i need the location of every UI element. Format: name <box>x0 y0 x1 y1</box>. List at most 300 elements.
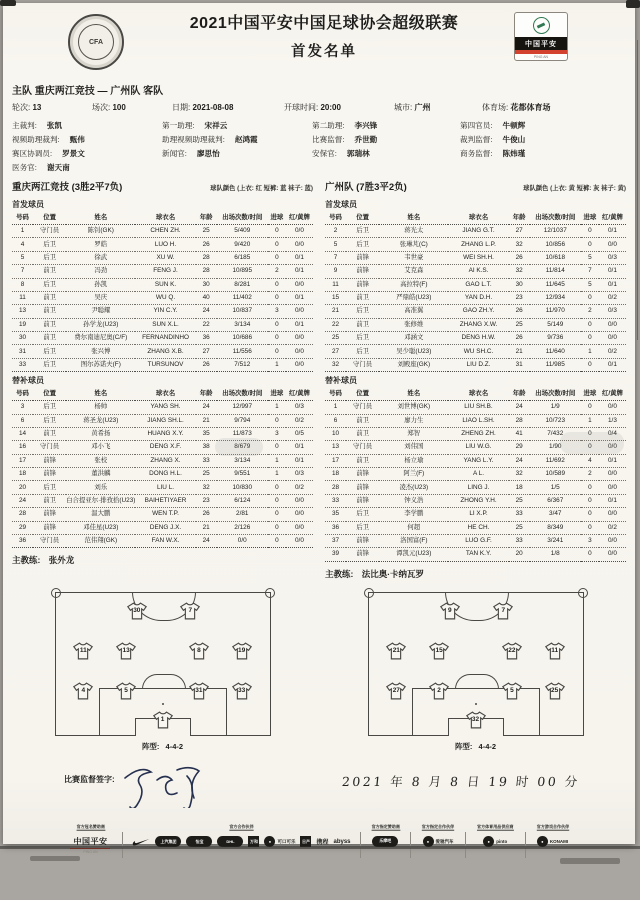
home-formation-value: 4-4-2 <box>165 741 184 751</box>
player-cell: ZHANG X.B. <box>135 345 195 358</box>
player-cell: 25 <box>509 494 530 507</box>
player-cell: 0 <box>268 494 286 507</box>
signature-row <box>12 762 626 806</box>
player-cell: 0/3 <box>599 305 626 318</box>
player-cell: 1 <box>268 454 286 467</box>
player-cell: 22 <box>325 318 346 331</box>
player-cell: 10/895 <box>217 265 268 278</box>
player-cell: 32 <box>325 358 346 371</box>
officials-column <box>312 119 460 175</box>
column-header: 红/黄牌 <box>599 212 626 225</box>
player-row <box>325 291 626 304</box>
competition-title: 2021中国平安中国足球协会超级联赛 <box>189 15 459 32</box>
dhl-logo: DHL <box>217 836 243 847</box>
official-role: 第二助理: <box>312 121 345 130</box>
player-cell: 后卫 <box>346 345 379 358</box>
player-cell: 0/0 <box>599 468 626 481</box>
player-shirt-icon <box>439 602 460 620</box>
sponsor-text: 可口可乐 <box>277 838 296 844</box>
player-cell: 11/402 <box>217 291 268 304</box>
subs-label: 替补球员 <box>12 376 44 386</box>
player-cell: BAIHETIYAER <box>135 494 195 507</box>
player-cell: LI X.P. <box>448 508 508 521</box>
player-cell: 25 <box>196 468 217 481</box>
player-cell: 5/409 <box>217 225 268 238</box>
player-row <box>325 414 626 427</box>
player-cell: 0/4 <box>599 427 626 440</box>
player-cell: 17 <box>325 454 346 467</box>
player-cell: 陈钊(GK) <box>66 225 135 238</box>
player-cell: 0/0 <box>286 508 313 521</box>
player-cell: 30 <box>509 278 530 291</box>
player-cell: FAN W.X. <box>135 534 195 547</box>
sponsor-group-label: 官方体育用品供应商 <box>477 823 514 829</box>
player-cell: 24 <box>196 534 217 547</box>
player-row <box>12 441 313 454</box>
player-cell: 1/90 <box>530 441 581 454</box>
player-cell: 0 <box>268 225 286 238</box>
player-cell: 前卫 <box>33 291 66 304</box>
player-cell: 0 <box>268 251 286 264</box>
player-row <box>12 454 313 467</box>
player-cell: 36 <box>325 521 346 534</box>
player-cell: 23 <box>509 291 530 304</box>
column-header: 年龄 <box>196 388 217 401</box>
player-cell: ZHANG X. <box>135 454 195 467</box>
player-cell: 前锋 <box>346 265 379 278</box>
player-cell: ZHENG ZH. <box>448 427 508 440</box>
player-row <box>12 278 313 291</box>
player-cell: 11/873 <box>217 427 268 440</box>
table-header-row <box>12 212 313 225</box>
column-header: 球衣名 <box>135 388 195 401</box>
sponsor-separator <box>360 832 361 858</box>
officials-column <box>162 119 312 175</box>
player-cell: 13 <box>325 441 346 454</box>
pingan-logo: 中国平安 PING AN <box>67 836 113 855</box>
player-row <box>325 481 626 494</box>
shirt-number: 21 <box>392 646 400 654</box>
player-row <box>12 251 313 264</box>
player-cell: 31 <box>12 345 33 358</box>
player-cell: 21 <box>325 305 346 318</box>
player-cell: 11/556 <box>217 345 268 358</box>
home-subs-table <box>12 388 313 548</box>
sponsor-separator <box>122 832 123 858</box>
player-cell: AI K.S. <box>448 265 508 278</box>
player-row <box>12 427 313 440</box>
match-info-item <box>12 102 92 113</box>
player-cell: ZHANG X.W. <box>448 318 508 331</box>
player-cell: 吴庆 <box>66 291 135 304</box>
player-shirt-icon <box>544 682 565 700</box>
player-cell: 范伟翔(GK) <box>66 534 135 547</box>
column-header: 红/黄牌 <box>286 388 313 401</box>
column-header: 姓名 <box>379 212 448 225</box>
player-cell: 杨立瑜 <box>379 454 448 467</box>
player-cell: 11/985 <box>530 358 581 371</box>
column-header: 出场次数/时间 <box>530 212 581 225</box>
pingan-header-logo <box>514 12 568 61</box>
player-cell: 26 <box>196 508 217 521</box>
player-cell: 0 <box>268 345 286 358</box>
player-cell: 0/3 <box>286 468 313 481</box>
player-cell: 10/589 <box>530 468 581 481</box>
player-cell: 3 <box>268 305 286 318</box>
player-cell: 0/1 <box>286 441 313 454</box>
player-cell: 0 <box>581 358 599 371</box>
player-cell: ZHONG Y.H. <box>448 494 508 507</box>
shirt-number: 31 <box>195 686 203 694</box>
player-cell: 前锋 <box>346 548 379 561</box>
vanward-logo: 万和 <box>248 836 259 847</box>
player-cell: 吴少聪(U23) <box>379 345 448 358</box>
player-cell: 41 <box>509 427 530 440</box>
home-starters-table <box>12 212 313 372</box>
player-cell: DENG X.F. <box>135 441 195 454</box>
player-cell: 0/0 <box>599 238 626 251</box>
player-cell: 0 <box>268 332 286 345</box>
player-cell: 5 <box>581 278 599 291</box>
player-cell: 33 <box>12 358 33 371</box>
player-cell: 36 <box>196 332 217 345</box>
player-cell: 27 <box>509 225 530 238</box>
player-cell: 10/856 <box>530 238 581 251</box>
player-cell: LIU D.Z. <box>448 358 508 371</box>
official-role: 赛区协调员: <box>12 149 53 158</box>
player-cell: FERNANDINHO <box>135 332 195 345</box>
match-supervisor-signature-label: 比赛监督签字: <box>64 774 115 784</box>
shirt-number: 11 <box>79 646 87 654</box>
info-label: 日期: <box>172 103 191 112</box>
player-shirt-icon <box>429 682 450 700</box>
player-cell: 0 <box>268 278 286 291</box>
corner-arc <box>364 588 374 598</box>
scanned-teamsheet-page <box>3 3 635 855</box>
shirt-number: 33 <box>238 686 246 694</box>
player-row <box>325 345 626 358</box>
column-header: 球衣名 <box>448 212 508 225</box>
info-value: 2021-08-08 <box>192 103 234 112</box>
player-cell: 30 <box>12 332 33 345</box>
player-cell: ZHANG L.P. <box>448 238 508 251</box>
column-header: 姓名 <box>66 212 135 225</box>
player-cell: WU SH.C. <box>448 345 508 358</box>
player-cell: 前锋 <box>33 454 66 467</box>
page-header <box>12 8 626 80</box>
pingan-badge-subtext: PING AN <box>533 55 549 59</box>
away-coach-name: 法比奥·卡纳瓦罗 <box>361 568 425 579</box>
player-shirt-icon <box>116 682 137 700</box>
player-cell: 0/0 <box>286 238 313 251</box>
player-cell: 28 <box>196 265 217 278</box>
player-cell: 3 <box>12 401 33 414</box>
player-row <box>12 521 313 534</box>
player-shirt-icon <box>501 682 522 700</box>
player-cell: 2/81 <box>217 508 268 521</box>
player-cell: A L. <box>448 468 508 481</box>
player-cell: 19 <box>12 318 33 331</box>
player-cell: WU Q. <box>135 291 195 304</box>
player-cell: 后卫 <box>33 238 66 251</box>
player-cell: 0/0 <box>286 534 313 547</box>
player-cell: 孙学龙(U23) <box>66 318 135 331</box>
player-row <box>325 494 626 507</box>
player-cell: 前卫 <box>346 427 379 440</box>
player-cell: 5 <box>581 251 599 264</box>
column-header: 红/黄牌 <box>286 212 313 225</box>
official-entry <box>460 147 626 161</box>
player-cell: 35 <box>325 508 346 521</box>
player-cell: 0/5 <box>286 427 313 440</box>
player-cell: 前锋 <box>346 278 379 291</box>
official-name: 甄伟 <box>69 135 85 144</box>
official-name: 张凯 <box>46 121 63 130</box>
player-cell: TAN K.Y. <box>448 548 508 561</box>
scan-artifact <box>626 0 640 8</box>
player-cell: 18 <box>509 481 530 494</box>
info-label: 轮次: <box>12 103 31 112</box>
player-cell: 15 <box>325 291 346 304</box>
player-cell: 前卫 <box>33 305 66 318</box>
shirt-number: 7 <box>188 607 193 615</box>
player-cell: 前卫 <box>33 318 66 331</box>
formation-label: 阵型: <box>141 741 160 751</box>
yibao-logo: 怡宝 <box>186 836 212 847</box>
player-cell: 8/679 <box>217 441 268 454</box>
player-cell: 13 <box>12 305 33 318</box>
player-cell: 12/934 <box>530 291 581 304</box>
player-cell: 10/686 <box>217 332 268 345</box>
player-cell: 钟义浩 <box>379 494 448 507</box>
player-cell: 冯劲 <box>66 265 135 278</box>
nissan-logo: 日产 <box>300 836 311 847</box>
player-cell: 0 <box>268 521 286 534</box>
corner-arc <box>51 588 61 598</box>
player-cell: 32 <box>509 238 530 251</box>
player-cell: DONG H.L. <box>135 468 195 481</box>
player-cell: 后卫 <box>33 358 66 371</box>
player-shirt-icon <box>386 642 407 660</box>
player-cell: 40 <box>196 291 217 304</box>
column-header: 进球 <box>268 212 286 225</box>
player-row <box>12 225 313 238</box>
official-entry <box>12 119 162 133</box>
info-value: 花都体育场 <box>510 103 551 112</box>
player-cell: YIN C.Y. <box>135 305 195 318</box>
player-cell: 0 <box>581 427 599 440</box>
player-cell: 0/2 <box>599 291 626 304</box>
shirt-number: 22 <box>508 646 516 654</box>
column-header: 进球 <box>581 212 599 225</box>
player-cell: 25 <box>196 225 217 238</box>
sponsor-group-label: 官方游戏合作伙伴 <box>536 823 569 829</box>
pingan-badge-text: 中国平安 <box>515 37 567 50</box>
player-cell: 0/0 <box>599 401 626 414</box>
player-cell: 0/1 <box>599 454 626 467</box>
shirt-number: 11 <box>551 646 559 654</box>
player-cell: 0 <box>268 414 286 427</box>
player-cell: 后卫 <box>346 521 379 534</box>
home-team-name: 重庆两江竞技 (3胜2平7负) <box>12 182 123 193</box>
player-shirt-icon <box>429 642 450 660</box>
player-cell: YANG SH. <box>135 401 195 414</box>
player-cell: 前卫 <box>33 332 66 345</box>
player-shirt-icon <box>493 602 514 620</box>
pinto-logo: ● pinto <box>483 836 507 848</box>
player-cell: CHEN ZH. <box>135 225 195 238</box>
player-cell: 9/420 <box>217 238 268 251</box>
home-team-colors: 球队颜色 (上衣: 红 短裤: 蓝 袜子: 蓝) <box>210 185 313 192</box>
player-cell: 37 <box>325 534 346 547</box>
player-cell: 24 <box>196 305 217 318</box>
player-cell: 凌杰(U23) <box>379 481 448 494</box>
cfa-badge-text: CFA <box>78 24 114 60</box>
scan-artifact <box>30 856 80 861</box>
player-cell: 18 <box>325 468 346 481</box>
player-shirt-icon <box>465 711 486 729</box>
home-formation-diagram <box>12 592 313 752</box>
player-cell: 1 <box>325 401 346 414</box>
player-cell: 10 <box>325 427 346 440</box>
player-shirt-icon <box>180 602 201 620</box>
info-label: 城市: <box>394 103 413 112</box>
player-cell: 21 <box>196 414 217 427</box>
player-cell: 20 <box>12 481 33 494</box>
player-cell: 0/2 <box>599 521 626 534</box>
player-cell: 9/551 <box>217 468 268 481</box>
player-row <box>12 508 313 521</box>
shirt-number: 1 <box>160 716 165 724</box>
player-cell: 艾克森 <box>379 265 448 278</box>
player-cell: 0 <box>268 291 286 304</box>
match-info-item <box>284 102 394 113</box>
player-cell: 0/0 <box>599 318 626 331</box>
shirt-number: 19 <box>238 646 246 654</box>
player-cell: 2 <box>325 225 346 238</box>
player-cell: 0 <box>581 238 599 251</box>
official-role: 新闻官: <box>162 149 187 158</box>
player-row <box>325 468 626 481</box>
away-pitch <box>368 592 584 736</box>
player-cell: 前锋 <box>346 494 379 507</box>
player-cell: 高拉特(F) <box>379 278 448 291</box>
official-name: 李兴锋 <box>354 121 378 130</box>
table-header-row <box>325 212 626 225</box>
player-cell: WEN T.P. <box>135 508 195 521</box>
player-cell: 11 <box>325 278 346 291</box>
player-row <box>325 251 626 264</box>
player-cell: 0 <box>581 494 599 507</box>
sponsor-group <box>132 824 350 848</box>
watermark <box>560 432 624 454</box>
player-cell: 27 <box>325 345 346 358</box>
official-name: 赵鸿霞 <box>234 135 258 144</box>
player-cell: 守门员 <box>33 534 66 547</box>
player-cell: 11 <box>12 291 33 304</box>
player-cell: 0/0 <box>599 332 626 345</box>
player-shirt-icon <box>126 602 147 620</box>
player-cell: 黄希扬 <box>66 427 135 440</box>
player-cell: 24 <box>12 494 33 507</box>
cfa-club-badge-icon <box>68 14 124 70</box>
player-cell: 22 <box>196 318 217 331</box>
pingan-leaf-icon <box>533 17 550 34</box>
player-cell: 前卫 <box>346 414 379 427</box>
player-cell: 10/830 <box>217 481 268 494</box>
shirt-number: 7 <box>501 607 506 615</box>
player-cell: 4 <box>581 454 599 467</box>
official-entry <box>312 119 460 133</box>
player-cell: 0 <box>581 441 599 454</box>
player-cell: 2 <box>581 305 599 318</box>
player-cell: 前锋 <box>33 508 66 521</box>
player-cell: 后卫 <box>33 251 66 264</box>
player-shirt-icon <box>386 682 407 700</box>
player-cell: 廖力生 <box>379 414 448 427</box>
player-cell: 邓涵文 <box>379 332 448 345</box>
player-shirt-icon <box>231 682 252 700</box>
player-cell: 0/1 <box>286 251 313 264</box>
player-shirt-icon <box>152 711 173 729</box>
info-label: 场次: <box>92 103 111 112</box>
column-header: 进球 <box>581 388 599 401</box>
handwritten-date: 2021 年 8 月 8 日 19 时 00 分 <box>341 773 581 789</box>
player-row <box>12 494 313 507</box>
player-cell: 张兴博 <box>66 345 135 358</box>
player-cell: GAO ZH.Y. <box>448 305 508 318</box>
player-cell: 0 <box>268 238 286 251</box>
official-name: 谢天南 <box>46 163 70 172</box>
sponsor-group-label: 官方指定合作伙伴 <box>421 823 455 829</box>
shirt-number: 15 <box>435 646 443 654</box>
coach-label: 主教练: <box>12 555 41 566</box>
player-cell: 0/1 <box>286 291 313 304</box>
match-info-item <box>394 102 482 113</box>
player-cell: 9/736 <box>530 332 581 345</box>
player-cell: 0/2 <box>599 345 626 358</box>
konami-logo: ● KONAMI <box>537 836 568 848</box>
column-header: 出场次数/时间 <box>217 388 268 401</box>
player-cell: 8 <box>12 278 33 291</box>
official-role: 主裁判: <box>12 121 37 130</box>
sponsor-text: pinto <box>496 839 508 845</box>
player-cell: 0/3 <box>286 401 313 414</box>
player-cell: 前卫 <box>33 494 66 507</box>
player-cell: 0/0 <box>599 481 626 494</box>
player-cell: 后卫 <box>346 305 379 318</box>
player-row <box>12 332 313 345</box>
sponsor-text: KONAMI <box>549 839 569 845</box>
player-cell: 20 <box>509 548 530 561</box>
player-cell: 蒋圣龙(U23) <box>66 414 135 427</box>
sponsor-group <box>475 824 516 848</box>
player-cell: 11/814 <box>530 265 581 278</box>
away-team-name: 广州队 (7胜3平2负) <box>325 182 407 193</box>
player-row <box>325 454 626 467</box>
ctrip-logo: 携程 <box>316 840 329 847</box>
shirt-number: 25 <box>551 686 559 694</box>
player-cell: 后卫 <box>346 332 379 345</box>
table-header-row <box>12 388 313 401</box>
shirt-number: 27 <box>392 686 400 694</box>
away-starters-table <box>325 212 626 372</box>
player-cell: 11/970 <box>530 305 581 318</box>
player-cell: 温大鹏 <box>66 508 135 521</box>
shirt-number: 9 <box>448 607 452 615</box>
column-header: 球衣名 <box>135 212 195 225</box>
player-cell: 后卫 <box>33 345 66 358</box>
